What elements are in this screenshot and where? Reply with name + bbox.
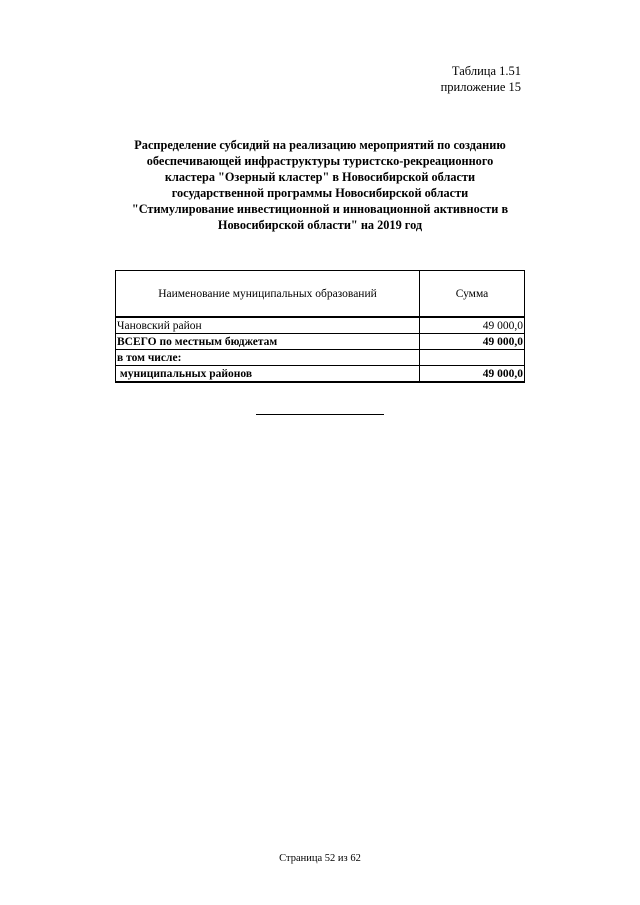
title-line: Новосибирской области" на 2019 год <box>217 218 423 232</box>
row-name: муниципальных районов <box>116 366 420 383</box>
row-name: в том числе: <box>116 350 420 366</box>
subsidy-table <box>115 270 525 383</box>
separator-line <box>256 414 384 415</box>
title-line: "Стимулирование инвестиционной и инновационной активности в <box>131 202 509 216</box>
page-number: Страница 52 из 62 <box>279 853 361 864</box>
title-line: обеспечивающей инфраструктуры туристско-рекреационного <box>146 154 494 168</box>
appendix-label: приложение 15 <box>440 80 521 94</box>
column-header-municipality: Наименование муниципальных образований <box>116 271 420 318</box>
title-line: государственной программы Новосибирской области <box>171 186 469 200</box>
row-sum <box>420 350 525 366</box>
header-block <box>441 63 521 95</box>
table-row-districts <box>116 366 525 383</box>
row-sum: 49 000,0 <box>420 317 525 334</box>
row-name: Чановский район <box>116 317 420 334</box>
table-row-including <box>116 350 525 366</box>
table-row <box>116 317 525 334</box>
title-line: кластера "Озерный кластер" в Новосибирской области <box>164 170 476 184</box>
table-number-label: Таблица 1.51 <box>451 64 521 78</box>
column-header-sum: Сумма <box>420 271 525 318</box>
table-header-row <box>116 271 525 318</box>
document-title <box>110 137 530 233</box>
row-name: ВСЕГО по местным бюджетам <box>116 334 420 350</box>
row-sum: 49 000,0 <box>420 366 525 383</box>
table-row-total <box>116 334 525 350</box>
title-line: Распределение субсидий на реализацию мероприятий по созданию <box>134 138 506 152</box>
row-sum: 49 000,0 <box>420 334 525 350</box>
